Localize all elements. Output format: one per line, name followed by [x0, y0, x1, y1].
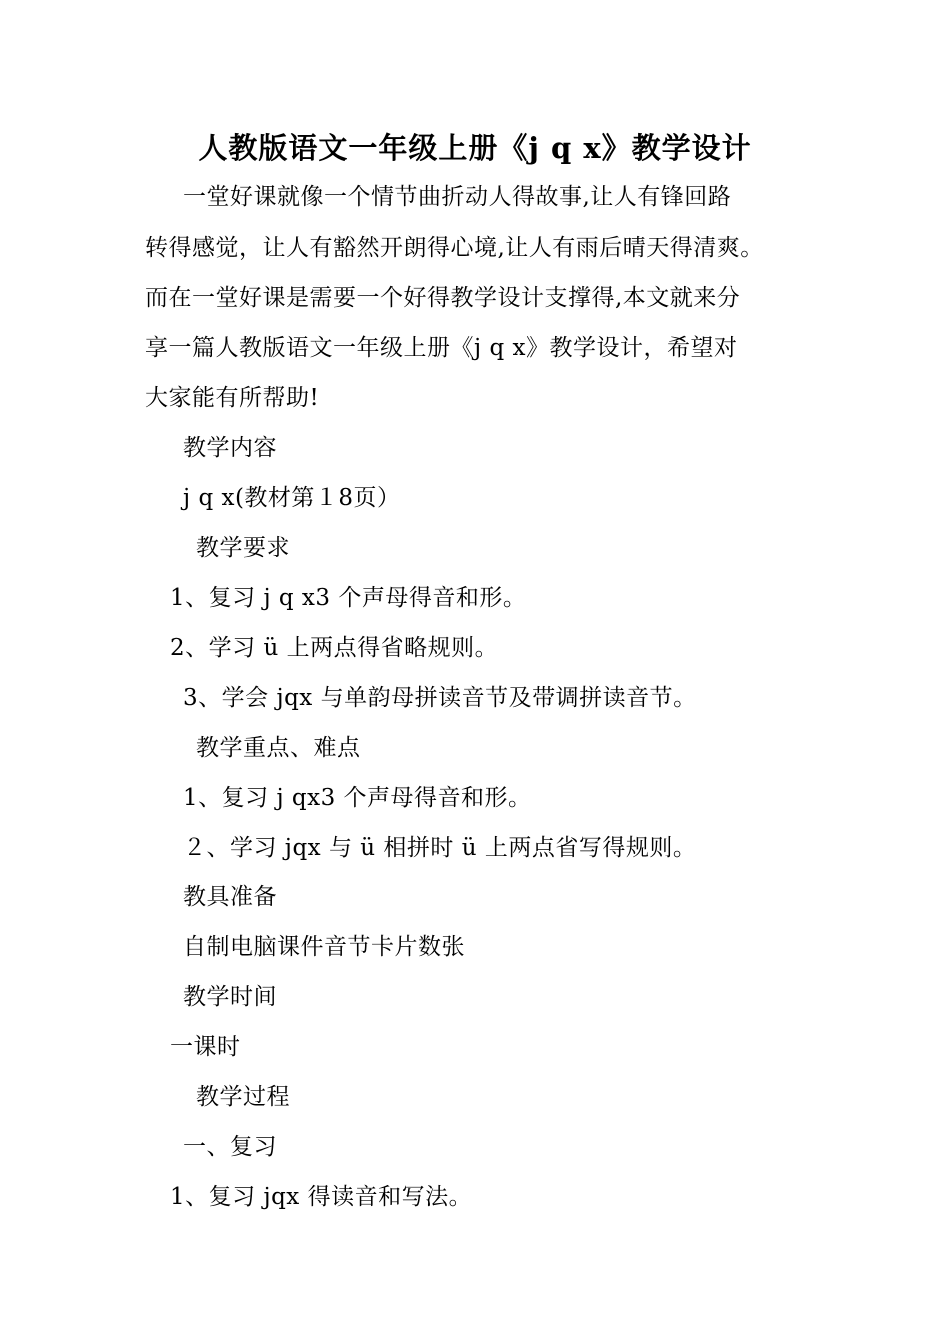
- process-item-1: 1、复习 jqx 得读音和写法。: [170, 1184, 473, 1210]
- content-text: j q x(教材第１8页）: [183, 485, 401, 511]
- time-text: 一课时: [170, 1034, 241, 1060]
- section-heading-key-points: 教学重点、难点: [196, 735, 361, 761]
- process-step-1: 一、复习: [183, 1134, 277, 1160]
- requirement-item-3: 3、学会 jqx 与单韵母拼读音节及带调拼读音节。: [183, 685, 697, 711]
- intro-line-5: 大家能有所帮助!: [145, 385, 320, 411]
- intro-line-1: 一堂好课就像一个情节曲折动人得故事,让人有锋回路: [183, 184, 732, 210]
- section-heading-content: 教学内容: [183, 435, 277, 461]
- intro-line-2: 转得感觉，让人有豁然开朗得心境,让人有雨后晴天得清爽。: [145, 235, 764, 261]
- key-point-item-2: ２、学习 jqx 与 ü 相拼时 ü 上两点省写得规则。: [183, 835, 697, 861]
- section-heading-materials: 教具准备: [183, 884, 277, 910]
- key-point-item-1: 1、复习 j qx3 个声母得音和形。: [183, 785, 532, 811]
- requirement-item-2: 2、学习 ü 上两点得省略规则。: [170, 635, 499, 661]
- intro-line-3: 而在一堂好课是需要一个好得教学设计支撑得,本文就来分: [145, 285, 741, 311]
- section-heading-time: 教学时间: [183, 984, 277, 1010]
- document-title: 人教版语文一年级上册《j q x》教学设计: [198, 131, 752, 165]
- section-heading-process: 教学过程: [196, 1084, 290, 1110]
- section-heading-requirements: 教学要求: [196, 535, 290, 561]
- intro-line-4: 享一篇人教版语文一年级上册《j q x》教学设计，希望对: [145, 335, 738, 361]
- requirement-item-1: 1、复习 j q x3 个声母得音和形。: [170, 585, 527, 611]
- materials-text: 自制电脑课件音节卡片数张: [183, 934, 465, 960]
